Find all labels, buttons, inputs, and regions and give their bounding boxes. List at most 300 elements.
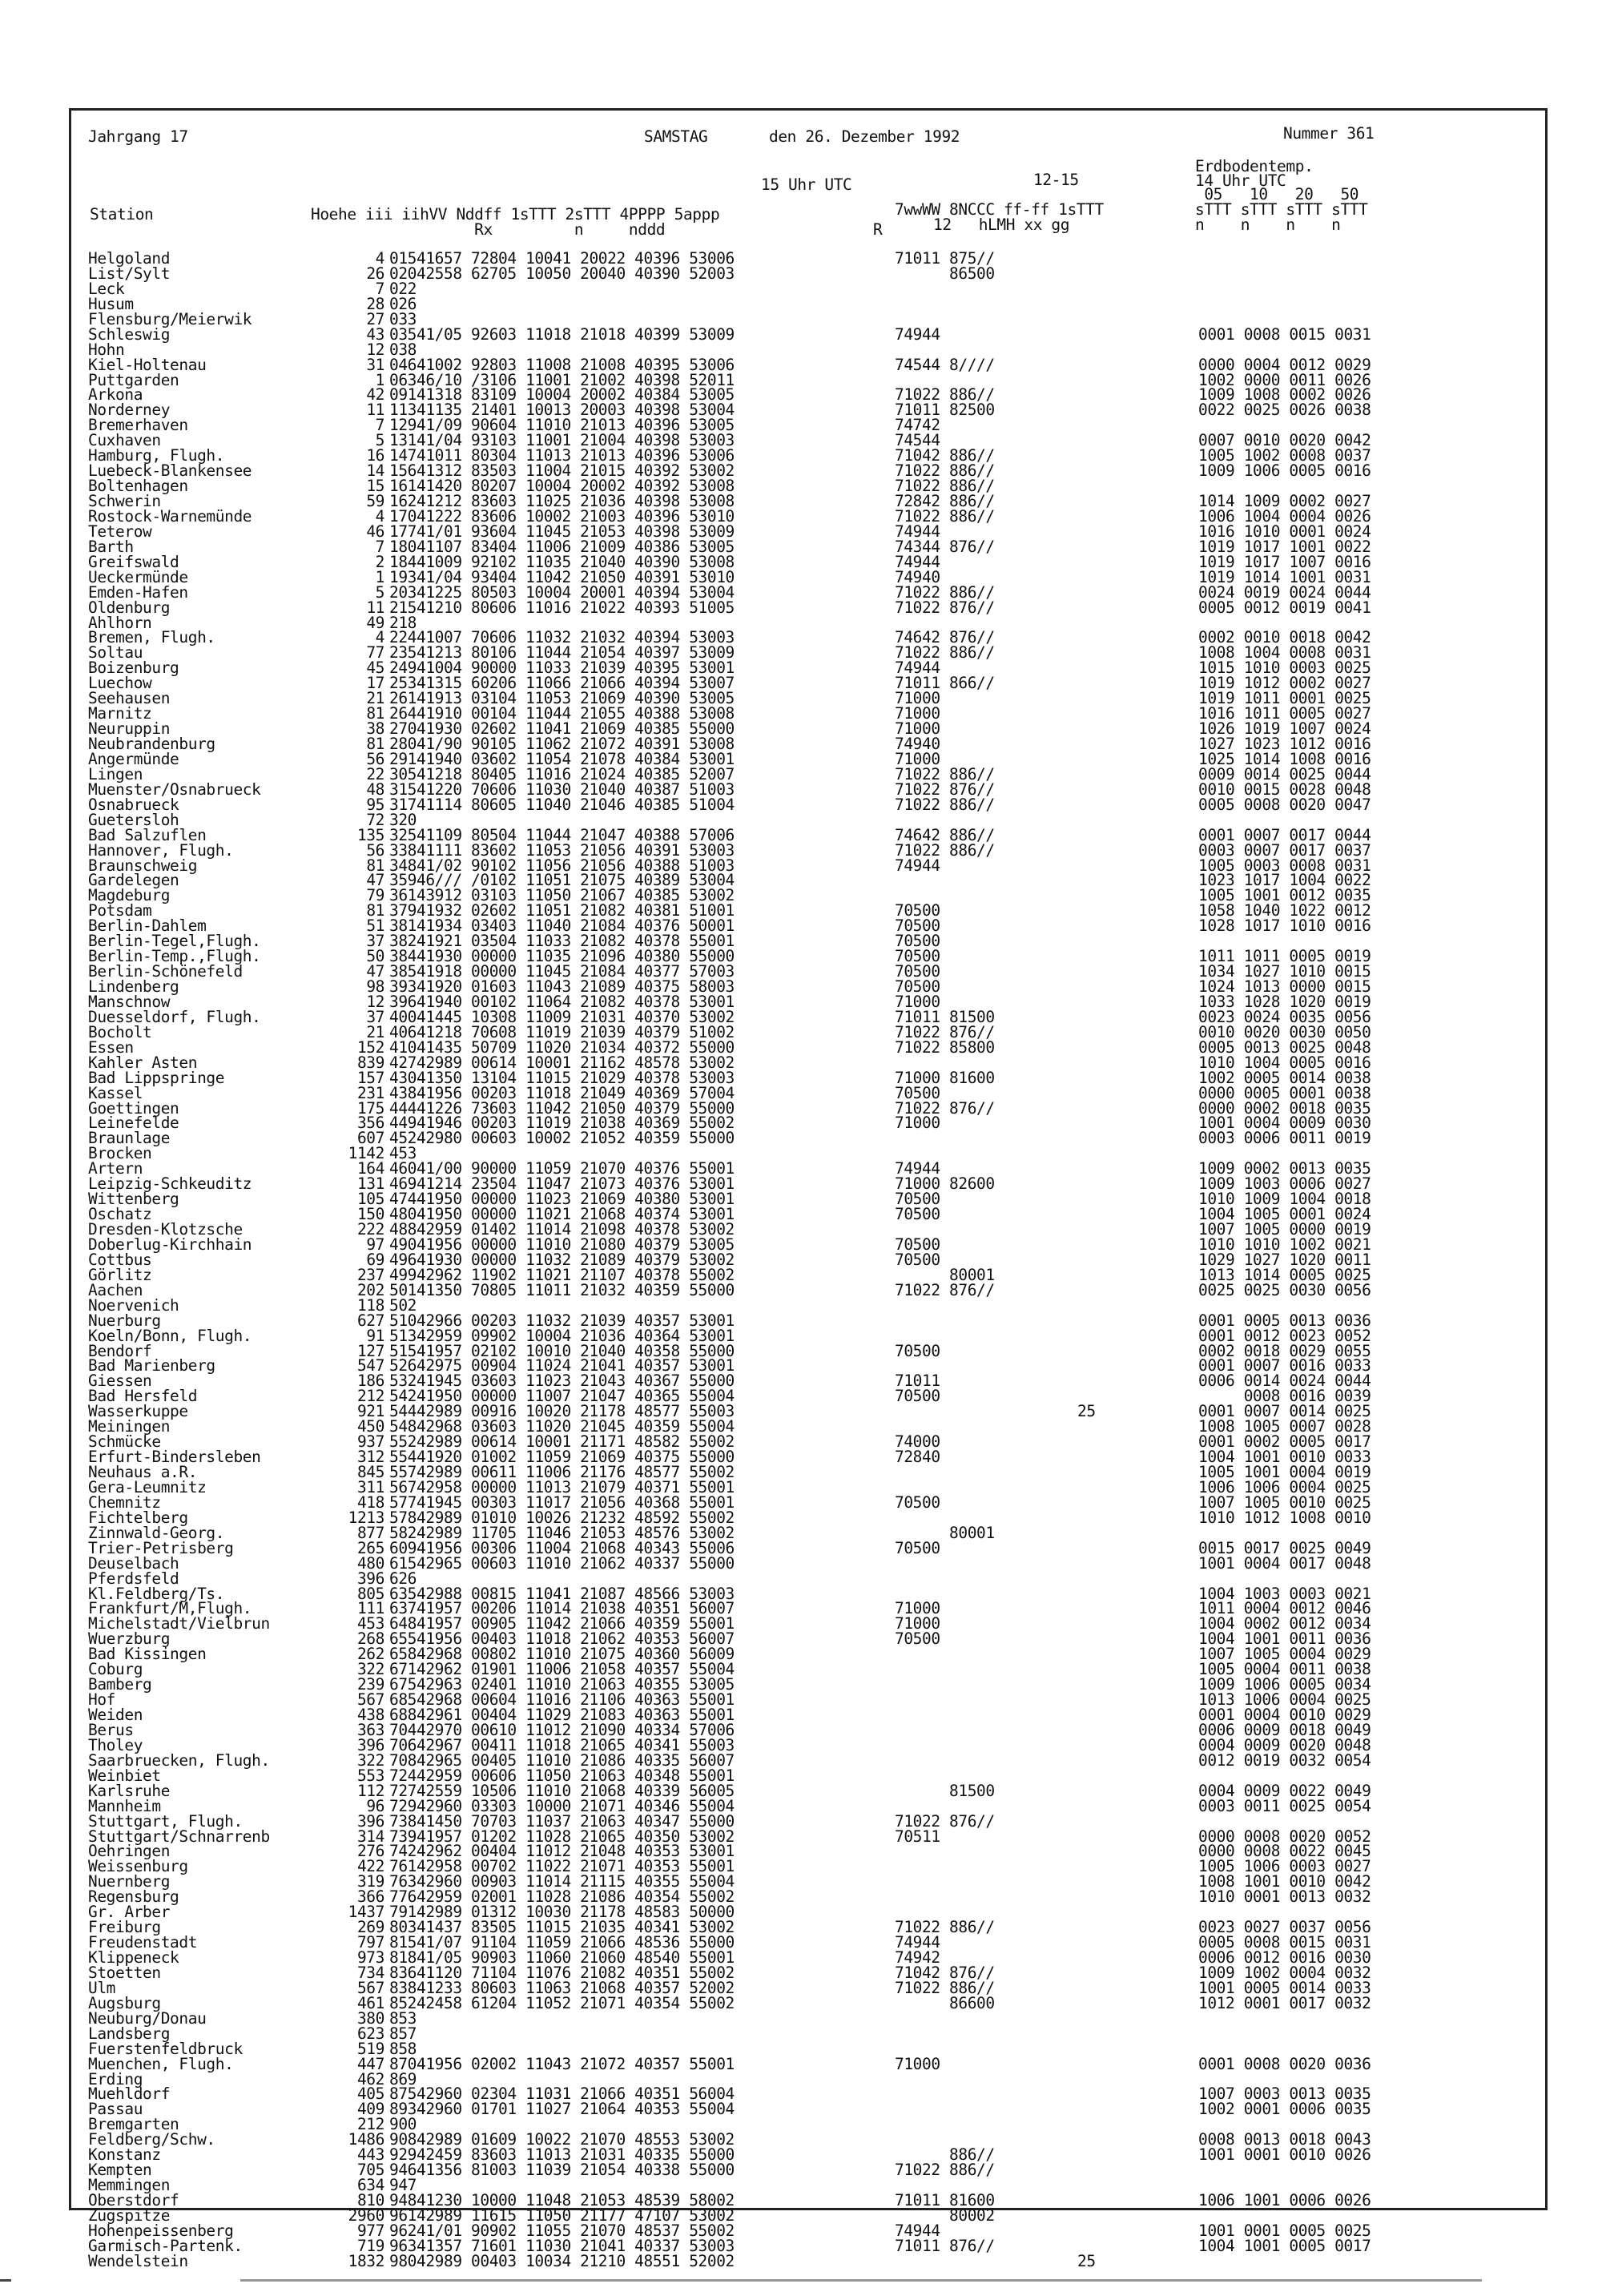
observation-groups: 41120 71104 11076 21082 40351 55002 [417, 1963, 735, 1982]
station-id: 320 [389, 810, 417, 829]
observation-groups: 41940 03602 11054 21078 40384 53001 [417, 749, 735, 768]
observation-groups: 41213 80106 11044 21054 40397 53009 [417, 643, 735, 663]
observation-groups: 41/04 93103 11001 21004 40398 53003 [417, 431, 735, 450]
observation-groups: 41945 00303 11017 21056 40368 55001 [417, 1492, 735, 1512]
weather-groups: 71011 [895, 1372, 940, 1391]
station-id: 177 [389, 522, 417, 541]
station-id: 203 [389, 582, 417, 602]
soil-temperatures: 0015 0017 0025 0049 [1198, 1538, 1371, 1557]
observation-groups: 46/10 /3106 11001 21002 40398 52011 [417, 370, 735, 389]
weather-groups: 71022 886// [895, 582, 995, 602]
station-height: 27 [366, 309, 384, 328]
station-height: 405 [356, 2085, 384, 2104]
station-name: Leck [88, 279, 125, 298]
r-column-subheader: R [873, 220, 883, 239]
station-height: 59 [366, 492, 384, 510]
soil-temperatures: 0025 0025 0030 0056 [1198, 1280, 1371, 1299]
station-id: 452 [389, 1129, 417, 1148]
station-height: 877 [356, 1523, 384, 1542]
soil-temperatures: 1028 1017 1010 0016 [1198, 916, 1371, 936]
station-height: 380 [356, 2008, 384, 2028]
weather-groups: 74544 [895, 431, 940, 450]
station-id: 261 [389, 689, 417, 708]
station-height: 797 [356, 1933, 384, 1952]
station-height: 31 [366, 355, 384, 374]
observation-groups: 41918 00000 11045 21084 40377 57003 [417, 962, 735, 981]
station-height: 5 [375, 582, 384, 602]
weather-groups: 71042 886// [895, 446, 995, 465]
table-row [88, 916, 1546, 936]
station-height: 453 [356, 1614, 384, 1633]
station-name: Augsburg [88, 1993, 161, 2012]
soil-temperatures: 1008 1004 0008 0031 [1198, 643, 1371, 663]
station-height: 21 [366, 689, 384, 708]
main-column-header: Hoehe iii iihVV Nddff 1sTTT 2sTTT 4PPPP 5appp [311, 205, 720, 224]
station-id: 224 [389, 628, 417, 647]
station-id: 929 [389, 2145, 417, 2165]
station-height: 845 [356, 1463, 384, 1481]
station-id: 499 [389, 1265, 417, 1284]
weather-groups: 71022 876// [895, 1098, 995, 1118]
soil-column-header: sTTT sTTT sTTT sTTT [1195, 200, 1368, 219]
station-height: 418 [356, 1492, 384, 1512]
observation-groups: 41230 10000 11048 21053 48539 58002 [417, 2191, 735, 2209]
table-row [88, 266, 1546, 281]
station-height: 7 [375, 279, 384, 298]
station-name: Neubrandenburg [88, 735, 215, 753]
observation-groups: 41135 21401 10013 20003 40398 53004 [417, 401, 735, 420]
soil-temperatures: 1002 0000 0011 0026 [1198, 370, 1371, 389]
station-id: 685 [389, 1690, 417, 1710]
soil-temperatures: 1004 1001 0010 0033 [1198, 1448, 1371, 1467]
observation-groups: 42965 00603 11010 21062 40337 55000 [417, 1553, 735, 1573]
station-height: 97 [366, 1235, 384, 1254]
station-height: 2 [375, 552, 384, 571]
station-id: 688 [389, 1706, 417, 1724]
table-row [88, 1735, 1546, 1754]
station-name: Noervenich [88, 1295, 179, 1315]
station-name: Manschnow [88, 992, 171, 1011]
station-id: 406 [389, 1022, 417, 1041]
station-id: 215 [389, 598, 417, 617]
observation-groups: 41/00 90000 11059 21070 40376 55001 [417, 1159, 735, 1178]
station-name: Meiningen [88, 1417, 171, 1436]
station-name: Weiden [88, 1706, 143, 1724]
table-row [88, 1750, 1546, 1770]
station-id: 147 [389, 446, 417, 465]
soil-temperatures: 1005 1001 0012 0035 [1198, 886, 1371, 905]
weather-groups: 71022 876// [895, 779, 995, 799]
soil-temperatures: 1004 1003 0003 0021 [1198, 1584, 1371, 1603]
station-height: 131 [356, 1174, 384, 1194]
station-id: 396 [389, 992, 417, 1011]
weather-groups: 71000 [895, 992, 940, 1011]
observation-groups: 41435 50709 11020 21034 40372 55000 [417, 1037, 735, 1057]
station-height: 314 [356, 1827, 384, 1846]
station-id: 280 [389, 735, 417, 753]
soil-temperatures: 1026 1019 1007 0024 [1198, 719, 1371, 739]
station-id: 635 [389, 1584, 417, 1603]
station-id: 542 [389, 1387, 417, 1406]
station-name: Hof [88, 1690, 116, 1710]
soil-temperatures: 1019 1012 0002 0027 [1198, 674, 1371, 693]
soil-temperatures: 0005 0012 0019 0041 [1198, 598, 1371, 617]
table-row [88, 1887, 1546, 1907]
station-height: 366 [356, 1887, 384, 1907]
table-row [88, 2193, 1546, 2208]
station-name: Landsberg [88, 2024, 171, 2043]
station-name: Nuerburg [88, 1311, 161, 1330]
station-height: 38 [366, 719, 384, 739]
observation-groups: 41437 83505 11015 21035 40341 53002 [417, 1918, 735, 1937]
soil-temperatures: 0005 0008 0015 0031 [1198, 1933, 1371, 1952]
observation-groups: 41957 02102 10010 21040 40358 55000 [417, 1341, 735, 1360]
station-height: 15 [366, 477, 384, 496]
station-id: 480 [389, 1205, 417, 1224]
soil-temperatures: 1004 1005 0001 0024 [1198, 1205, 1371, 1224]
observation-groups: 42962 00404 11012 21048 40353 53001 [417, 1842, 735, 1861]
soil-temperatures: 0009 0014 0025 0044 [1198, 764, 1371, 783]
observation-groups: 41218 80405 11016 21024 40385 52007 [417, 764, 735, 783]
observation-groups: 41/09 90604 11010 21013 40396 53005 [417, 416, 735, 435]
soil-temperatures: 1019 1014 1001 0031 [1198, 567, 1371, 586]
station-height: 11 [366, 401, 384, 420]
station-name: Muenchen, Flugh. [88, 2054, 234, 2073]
observation-groups: 41956 02002 11043 21072 40357 55001 [417, 2054, 735, 2073]
station-id: 046 [389, 355, 417, 374]
station-height: 623 [356, 2024, 384, 2043]
observation-groups: 42959 09902 10004 21036 40364 53001 [417, 1326, 735, 1345]
station-id: 385 [389, 962, 417, 981]
station-name: Neuhaus a.R. [88, 1463, 198, 1481]
station-name: Marnitz [88, 704, 152, 723]
station-height: 7 [375, 537, 384, 556]
observation-groups: 42459 83603 11013 21031 40335 55000 [417, 2145, 735, 2165]
weather-groups: 71042 876// [895, 1963, 995, 1982]
soil-temperatures: 1009 1002 0004 0032 [1198, 1963, 1371, 1982]
station-name: Mannheim [88, 1796, 161, 1815]
weather-groups: 71000 [895, 2054, 940, 2073]
table-row [88, 1313, 1546, 1328]
observation-groups: 42558 62705 10050 20040 40390 52003 [417, 264, 735, 283]
table-row [88, 1280, 1546, 1299]
weather-groups: 71000 [895, 1614, 940, 1633]
station-id: 393 [389, 977, 417, 996]
weather-groups: 74944 [895, 552, 940, 571]
weather-groups: 71000 [895, 749, 940, 768]
station-name: Helgoland [88, 249, 171, 268]
station-height: 222 [356, 1220, 384, 1239]
station-height: 11 [366, 598, 384, 617]
station-height: 212 [356, 1387, 384, 1406]
station-height: 14 [366, 461, 384, 481]
weather-groups: 70500 [895, 962, 940, 981]
station-name: Angermünde [88, 749, 179, 768]
station-id: 852 [389, 1993, 417, 2012]
station-name: Berlin-Schönefeld [88, 962, 243, 981]
station-height: 127 [356, 1341, 384, 1360]
observation-groups: 42967 00411 11018 21065 40341 55003 [417, 1735, 735, 1754]
station-name: Luechow [88, 674, 152, 693]
weather-groups: 70500 [895, 901, 940, 920]
station-height: 96 [366, 1796, 384, 1815]
station-height: 42 [366, 385, 384, 405]
soil-temperatures: 1007 1005 0004 0029 [1198, 1645, 1371, 1664]
station-name: Luebeck-Blankensee [88, 461, 252, 481]
station-height: 396 [356, 1735, 384, 1754]
observation-groups: 42959 02001 11028 21086 40354 55002 [417, 1887, 735, 1907]
weather-groups: 71000 [895, 689, 940, 708]
observation-groups: 41956 00000 11010 21080 40379 53005 [417, 1235, 735, 1254]
table-row [88, 539, 1546, 554]
soil-temperatures: 1019 1011 0001 0025 [1198, 689, 1371, 708]
soil-temperatures: 1007 1005 0000 0019 [1198, 1220, 1371, 1239]
station-height: 363 [356, 1720, 384, 1739]
station-height: 1486 [348, 2130, 384, 2149]
weather-groups: 74642 876// [895, 628, 995, 647]
table-row [88, 1993, 1546, 2012]
soil-temperatures: 1001 0001 0010 0026 [1198, 2145, 1371, 2165]
station-id: 980 [389, 2251, 417, 2270]
station-name: Neuburg/Donau [88, 2008, 207, 2028]
station-name: Nuernberg [88, 1872, 171, 1891]
weather-groups: 886// [895, 2145, 995, 2165]
table-row [88, 840, 1546, 860]
station-name: Bad Hersfeld [88, 1387, 198, 1406]
station-id: 162 [389, 492, 417, 510]
table-row [88, 1267, 1546, 1283]
soil-temperatures: 0008 0016 0039 [1198, 1387, 1371, 1406]
observation-groups: 41111 83602 11053 21056 40391 53003 [417, 840, 735, 860]
station-id: 815 [389, 1933, 417, 1952]
station-id: 582 [389, 1523, 417, 1542]
station-name: Kassel [88, 1083, 143, 1102]
station-height: 734 [356, 1963, 384, 1982]
station-name: Weissenburg [88, 1857, 188, 1876]
weather-groups: 74944 [895, 856, 940, 875]
station-id: 490 [389, 1235, 417, 1254]
station-height: 56 [366, 749, 384, 768]
table-row [88, 1130, 1546, 1146]
utc-15-label: 15 Uhr UTC [761, 175, 852, 194]
observation-groups: 41222 83606 10002 21003 40396 53010 [417, 506, 735, 526]
observation-groups: 41114 80605 11040 21046 40385 51004 [417, 795, 735, 814]
station-id: 704 [389, 1720, 417, 1739]
station-height: 4 [375, 628, 384, 647]
soil-temperatures: 1027 1023 1012 0016 [1198, 735, 1371, 753]
weather-groups: 71022 886// [895, 795, 995, 814]
soil-temperatures: 1005 0004 0011 0038 [1198, 1660, 1371, 1679]
weather-groups: 71022 886// [895, 840, 995, 860]
station-name: Tholey [88, 1735, 143, 1754]
station-height: 462 [356, 2069, 384, 2089]
station-name: Bremgarten [88, 2115, 179, 2134]
weather-groups: 74944 [895, 2221, 940, 2240]
station-height: 239 [356, 1675, 384, 1694]
soil-temperatures: 1009 1006 0005 0034 [1198, 1675, 1371, 1694]
station-id: 453 [389, 1144, 417, 1163]
station-height: 396 [356, 1569, 384, 1588]
bottom-edge-rule [240, 2279, 1482, 2282]
table-row [88, 567, 1546, 586]
station-name: Norderney [88, 401, 171, 420]
station-id: 113 [389, 401, 417, 420]
station-height: 81 [366, 704, 384, 723]
soil-temperatures: 0000 0002 0018 0035 [1198, 1098, 1371, 1118]
observation-groups: 41657 72804 10041 20022 40396 53006 [417, 249, 735, 268]
soil-temperatures: 1002 0005 0014 0038 [1198, 1068, 1371, 1087]
table-row [88, 812, 1546, 828]
station-height: 17 [366, 674, 384, 693]
station-id: 510 [389, 1311, 417, 1330]
station-height: 95 [366, 795, 384, 814]
station-id: 315 [389, 779, 417, 799]
table-row [88, 309, 1546, 328]
station-height: 50 [366, 947, 384, 966]
soil-temperatures: 1010 1010 1002 0021 [1198, 1235, 1371, 1254]
station-id: 156 [389, 461, 417, 481]
soil-temperatures: 1058 1040 1022 0012 [1198, 901, 1371, 920]
station-height: 810 [356, 2191, 384, 2209]
station-height: 43 [366, 324, 384, 344]
observation-groups: 41920 01002 11059 21069 40375 55000 [417, 1448, 735, 1467]
station-id: 853 [389, 2008, 417, 2028]
station-name: Fichtelberg [88, 1508, 188, 1527]
observation-groups: 42963 02401 11010 21063 40355 53005 [417, 1675, 735, 1694]
table-row [88, 324, 1546, 344]
weather-groups: 71022 85800 [895, 1037, 995, 1057]
weather-groups: 74944 [895, 324, 940, 344]
table-row [88, 1783, 1546, 1799]
station-id: 235 [389, 643, 417, 663]
station-height: 265 [356, 1538, 384, 1557]
station-id: 359 [389, 871, 417, 890]
station-id: 038 [389, 340, 417, 359]
station-name: Muenster/Osnabrueck [88, 779, 261, 799]
station-name: Oldenburg [88, 598, 171, 617]
weather-groups: 74940 [895, 567, 940, 586]
station-id: 858 [389, 2039, 417, 2058]
station-name: Brocken [88, 1144, 152, 1163]
station-id: 578 [389, 1508, 417, 1527]
station-id: 035 [389, 324, 417, 344]
soil-temperatures: 0003 0006 0011 0019 [1198, 1129, 1371, 1148]
main-column-subheader: Rx n nddd [311, 220, 666, 239]
ww-column-subheader: 12 hLMH xx gg [933, 216, 1070, 234]
station-height: 519 [356, 2039, 384, 2058]
station-name: Zinnwald-Georg. [88, 1523, 225, 1542]
weather-groups: 71011 82500 [895, 401, 995, 420]
soil-temperatures: 1009 1008 0002 0026 [1198, 385, 1371, 405]
station-id: 400 [389, 1007, 417, 1026]
weather-groups: 70500 [895, 916, 940, 936]
station-id: 488 [389, 1220, 417, 1239]
observation-groups: 42989 01010 10026 21232 48592 55002 [417, 1508, 735, 1527]
observation-groups: 41940 00102 11064 21082 40378 53001 [417, 992, 735, 1011]
station-name: Oberstdorf [88, 2191, 179, 2209]
station-id: 836 [389, 1963, 417, 1982]
station-height: 973 [356, 1948, 384, 1967]
table-row [88, 296, 1546, 312]
table-row [88, 1492, 1546, 1512]
station-height: 7 [375, 416, 384, 435]
table-row [88, 797, 1546, 812]
station-name: Pferdsfeld [88, 1569, 179, 1588]
soil-temperatures: 1023 1017 1004 0022 [1198, 871, 1371, 890]
observation-groups: 42960 02304 11031 21066 40351 56004 [417, 2085, 735, 2104]
weather-groups: 71000 [895, 719, 940, 739]
table-row [88, 1553, 1546, 1573]
station-height: 607 [356, 1129, 384, 1148]
station-name: Gera-Leumnitz [88, 1477, 207, 1496]
station-id: 291 [389, 749, 417, 768]
weather-groups: 86500 [895, 264, 995, 283]
issue-number: Nummer 361 [1283, 124, 1375, 143]
soil-temperatures: 1016 1010 0001 0024 [1198, 522, 1371, 541]
station-name: Fuerstenfeldbruck [88, 2039, 243, 2058]
weather-groups: 81500 [895, 1781, 995, 1800]
station-id: 637 [389, 1599, 417, 1618]
observation-groups: 41/05 90903 11060 21060 48540 55001 [417, 1948, 735, 1967]
station-height: 202 [356, 1280, 384, 1299]
station-id: 893 [389, 2100, 417, 2119]
weather-groups: 72842 886// [895, 492, 995, 510]
station-height: 231 [356, 1083, 384, 1102]
soil-temperatures: 1013 1014 0005 0025 [1198, 1265, 1371, 1284]
station-name: Oschatz [88, 1205, 152, 1224]
station-height: 175 [356, 1098, 384, 1118]
station-name: Cuxhaven [88, 431, 161, 450]
observation-groups: 41930 02602 11041 21069 40385 55000 [417, 719, 735, 739]
station-height: 553 [356, 1766, 384, 1785]
station-id: 249 [389, 659, 417, 678]
station-id: 908 [389, 2130, 417, 2149]
table-row [88, 1055, 1546, 1070]
station-name: Husum [88, 294, 134, 313]
weather-groups: 70511 [895, 1827, 940, 1846]
soil-temperatures: 1001 0005 0014 0033 [1198, 1978, 1371, 1997]
soil-temperatures: 1007 1005 0010 0025 [1198, 1492, 1371, 1512]
soil-temperatures: 1001 0001 0005 0025 [1198, 2221, 1371, 2240]
station-id: 501 [389, 1280, 417, 1299]
station-id: 875 [389, 2085, 417, 2104]
soil-temperatures: 0022 0025 0026 0038 [1198, 401, 1371, 420]
soil-temperatures: 0001 0007 0017 0044 [1198, 825, 1371, 844]
station-name: Lindenberg [88, 977, 179, 996]
station-id: 381 [389, 916, 417, 936]
observation-groups: 41930 00000 11035 21096 40380 55000 [417, 947, 735, 966]
observation-groups: 41107 83404 11006 21009 40386 53005 [417, 537, 735, 556]
soil-temperatures: 1015 1010 0003 0025 [1198, 659, 1371, 678]
soil-temperatures: 1006 1004 0004 0026 [1198, 506, 1371, 526]
station-name: Erding [88, 2069, 143, 2089]
station-name: Kiel-Holtenau [88, 355, 207, 374]
weather-groups: 71022 886// [895, 643, 995, 663]
station-id: 184 [389, 552, 417, 571]
observation-groups: 41934 03403 11040 21084 40376 50001 [417, 916, 735, 936]
station-id: 325 [389, 825, 417, 844]
station-id: 838 [389, 1978, 417, 1997]
station-name: Bocholt [88, 1022, 152, 1041]
station-name: Braunschweig [88, 856, 198, 875]
observation-groups: 41950 00000 11023 21069 40380 53001 [417, 1190, 735, 1209]
station-id: 348 [389, 856, 417, 875]
observation-groups: 41225 80503 10004 20001 40394 53004 [417, 582, 735, 602]
station-name: Puttgarden [88, 370, 179, 389]
weather-groups: 74944 [895, 659, 940, 678]
station-name: Konstanz [88, 2145, 161, 2165]
soil-temperatures: 1014 1009 0002 0027 [1198, 492, 1371, 510]
